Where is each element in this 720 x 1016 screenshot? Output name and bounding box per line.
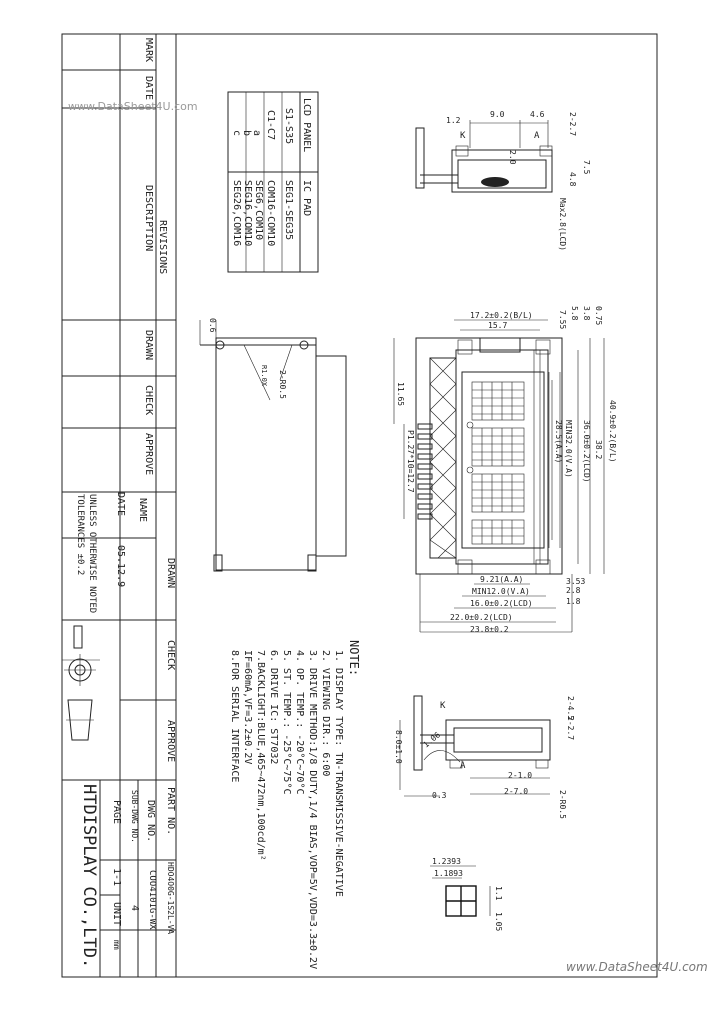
dim-front: 28.5(A.A) <box>554 420 563 464</box>
page-value: 1-1 <box>111 868 122 887</box>
pin-table-cell: SEG16,COM10 <box>242 180 253 247</box>
note-item: 3. DRIVE METHOD:1/8 DUTY,1/4 BIAS,VOP=5V,VDD=3.3±0.2V <box>307 650 318 970</box>
watermark-top: www.DataSheet4U.com <box>68 100 198 113</box>
date-value: 05.12.9 <box>115 545 126 588</box>
section-k-label: K <box>460 131 466 141</box>
dim-front: 15.7 <box>488 321 508 330</box>
dim-front: 11.65 <box>396 382 405 407</box>
pin-table <box>228 92 318 272</box>
dim-side-bottom: 2-2.7 <box>566 716 575 741</box>
rev-approve: APPROVE <box>143 433 154 476</box>
dim-side-top: 2-2.7 <box>568 112 577 137</box>
dwg-no: COO4101G-WX <box>147 870 157 930</box>
dim-side-left: 2-R0.5 <box>278 370 287 399</box>
char-blocks <box>467 382 524 544</box>
rev-mark: MARK <box>143 38 154 63</box>
pin-table-header-lcd: LCD PANEL <box>301 98 312 153</box>
rev-description: DESCRIPTION <box>143 185 154 252</box>
tolerance: TOLERANCES ±0.2 <box>75 494 85 576</box>
dim-front: 5.8 <box>570 306 579 321</box>
front-view <box>394 306 617 634</box>
projection-symbol <box>62 626 100 740</box>
dim-pixel: 1.05 <box>494 912 503 932</box>
dim-side-top: 2.0 <box>508 150 517 165</box>
dim-front: 3.8 <box>582 306 591 321</box>
drawn-label: DRAWN <box>165 558 176 589</box>
dim-front: 17.2±0.2(B/L) <box>470 311 533 320</box>
side-view-bottom <box>394 696 575 819</box>
rev-title: REVISIONS <box>157 220 168 275</box>
dim-front-bottom: 22.0±0.2(LCD) <box>450 613 513 622</box>
pin-table-cell: SEG26,COM16 <box>231 180 242 247</box>
pin-table-cell: b <box>241 130 252 137</box>
dim-side-bottom: 1.06 <box>421 730 443 750</box>
name-label: NAME <box>137 498 148 523</box>
unit-value: mm <box>112 940 121 950</box>
dim-front: 7.55 <box>558 310 567 330</box>
dim-pixel: 1.1893 <box>434 869 463 878</box>
notes-title: NOTE: <box>347 640 361 677</box>
part-no-label: PART NO. <box>165 787 176 836</box>
dim-front: 38.2 <box>594 440 603 460</box>
section-a-label-bottom: A <box>460 761 466 771</box>
pin-table-header-ic: IC PAD <box>301 180 312 217</box>
dim-side-bottom: 2-4.5 <box>566 696 575 721</box>
dim-side-bottom: 2-R0.5 <box>558 790 567 819</box>
dim-front-bottom: 23.8±0.2 <box>470 625 509 634</box>
note-item: IF=60mA,VF=3.2±0.2V <box>242 650 253 765</box>
sub-dwg-label: SUB-DWG NO. <box>130 790 139 843</box>
pin-table-cell: S1-S35 <box>283 108 294 145</box>
note-item: 1. DISPLAY TYPE: TN-TRANSMISSIVE-NEGATIVE <box>333 650 344 897</box>
dim-side-top: 4.6 <box>530 110 545 119</box>
pin-table-cell: a <box>251 130 262 137</box>
pin-table-cell: SEG6,COM10 <box>253 180 264 241</box>
tolerance-note: UNLESS OTHERWISE NOTED <box>87 494 97 614</box>
dim-side-bottom: 0.3 <box>432 791 447 800</box>
rev-check: CHECK <box>143 385 154 416</box>
rev-drawn: DRAWN <box>143 330 154 361</box>
dim-front-bottom: 1.8 <box>566 597 581 606</box>
company-name: HTDISPLAY CO.,LTD. <box>79 784 99 969</box>
notes <box>229 640 361 969</box>
note-item: 5. ST. TEMP.: -25°C~75°C <box>281 650 292 795</box>
side-view-left <box>200 318 346 571</box>
dim-front: 36.0±0.2(LCD) <box>582 420 591 483</box>
dim-front-bottom: 9.21(A.A) <box>480 575 524 584</box>
note-item: 7.BACKLIGHT:BLUE,465~472nm,100cd/m² <box>255 650 266 861</box>
sub-dwg-no: 4 <box>129 905 140 912</box>
dim-side-left: 0.6 <box>208 318 217 333</box>
dim-front: MIN32.0(V.A) <box>564 420 573 478</box>
watermark-bottom[interactable]: www.DataSheet4U.com <box>566 960 708 974</box>
part-no: HDO4O0G-1S2L-VA <box>166 862 175 935</box>
note-item: 8.FOR SERIAL INTERFACE <box>229 650 240 783</box>
dim-front-bottom: 3.53 <box>566 577 586 586</box>
dwg-no-label: DWG NO. <box>145 800 156 843</box>
dim-side-top: 7.5 <box>582 160 591 175</box>
pin-table-cell: COM16-COM10 <box>265 180 276 247</box>
dim-side-bottom: 8.0±1.0 <box>394 730 403 764</box>
pixel-detail <box>430 857 503 931</box>
pin-table-cell: SEG1-SEG35 <box>283 180 294 241</box>
pin-table-cell: C1-C7 <box>265 110 276 141</box>
note-item: 4. OP. TEMP.: -20°C~70°C <box>294 650 305 795</box>
pin-table-cell: c <box>231 130 242 137</box>
dim-front: 40.9±0.2(B/L) <box>608 400 617 463</box>
dim-front-bottom: 16.0±0.2(LCD) <box>470 599 533 608</box>
dim-front: P1.27*10=12.7 <box>406 430 415 493</box>
dim-side-top: 9.0 <box>490 110 505 119</box>
dim-front: 0.75 <box>594 306 603 326</box>
dim-front-bottom: MIN12.0(V.A) <box>472 587 530 596</box>
title-block <box>75 492 176 968</box>
dim-side-top: 4.8 <box>568 172 577 187</box>
note-item: 6. DRIVE IC: ST7032 <box>268 650 279 765</box>
dim-pixel: 1.1 <box>494 886 503 901</box>
note-item: 2. VIEWING DIR.: 6:00 <box>320 650 331 777</box>
dim-side-left: R1.0X <box>260 365 268 387</box>
dim-side-bottom: 2-1.0 <box>508 771 533 780</box>
page-label: PAGE <box>111 800 122 825</box>
dim-side-top: 1.2 <box>446 116 461 125</box>
approve-label: APPROVE <box>165 720 176 763</box>
section-k-label-bottom: K <box>440 701 446 711</box>
dim-front-bottom: 2.8 <box>566 586 581 595</box>
dim-side-bottom: 2-7.0 <box>504 787 529 796</box>
section-a-label: A <box>534 131 540 141</box>
check-label: CHECK <box>165 640 176 671</box>
unit-label: UNIT <box>111 902 122 927</box>
dim-pixel: 1.2393 <box>432 857 461 866</box>
date-label: DATE <box>115 492 126 517</box>
side-view-top <box>416 110 591 251</box>
dim-side-top: Max2.8(LCD) <box>558 198 567 251</box>
rev-date: DATE <box>143 76 154 101</box>
